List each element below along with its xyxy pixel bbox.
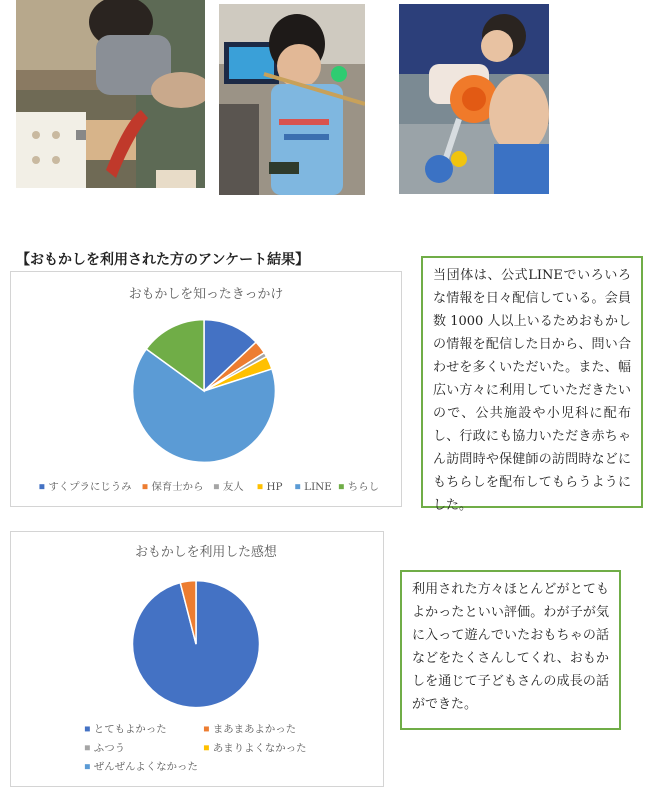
legend-label-4: ぜんぜんよくなかった	[93, 761, 198, 774]
legend-swatch-2	[85, 745, 90, 750]
legend-label-2: ふつう	[93, 742, 126, 755]
legend-label-3: HP	[266, 481, 283, 494]
survey-heading: 【おもかしを利用された方のアンケート結果】	[16, 252, 310, 268]
photo-child-toy-stick	[219, 4, 365, 195]
note-awareness: 当団体は、公式LINEでいろいろな情報を日々配信している。会員数 1000 人以上いるためおもかしの情報を配信した日から、問い合わせを多くいただいた。また、幅広い方々に利用していただきたいので、公共施設や小児科に配布し、行政にも協力いただき赤ちゃん訪問時や保健師の訪問時などにもちらしを配布してもらうようにした。	[421, 256, 643, 508]
chart-impressions	[10, 531, 384, 787]
legend-swatch-3	[258, 484, 263, 489]
legend-swatch-0	[39, 484, 44, 489]
legend-label-3: あまりよくなかった	[212, 742, 307, 755]
legend-swatch-1	[143, 484, 148, 489]
photo-child-wooden-toy	[16, 0, 205, 188]
legend-label-5: ちらし	[347, 481, 380, 494]
legend-label-1: 保育士から	[151, 481, 204, 494]
legend-swatch-5	[339, 484, 344, 489]
legend-label-4: LINE	[304, 481, 332, 494]
legend-swatch-0	[85, 726, 90, 731]
legend-swatch-4	[85, 764, 90, 769]
legend-swatch-2	[214, 484, 219, 489]
pie-chart-impressions	[11, 532, 383, 786]
chart-awareness	[10, 271, 402, 507]
legend-swatch-1	[204, 726, 209, 731]
pie-chart-awareness	[11, 272, 401, 506]
legend-label-0: すくプラにじうみ	[48, 481, 132, 494]
photo-children-orange-toy	[399, 4, 549, 194]
legend-swatch-3	[204, 745, 209, 750]
legend-label-2: 友人	[222, 481, 244, 494]
chart-title: おもかしを知ったきっかけ	[128, 286, 284, 302]
note-impressions: 利用された方々ほとんどがとてもよかったといい評価。わが子が気に入って遊んでいたおもちゃの話などをたくさんしてくれ、おもかしを通じて子どもさんの成長の話ができた。	[400, 570, 621, 730]
legend-label-0: とてもよかった	[93, 723, 167, 736]
legend-swatch-4	[295, 484, 300, 489]
legend-label-1: まあまあよかった	[212, 723, 297, 736]
chart-title: おもかしを利用した感想	[135, 544, 277, 560]
